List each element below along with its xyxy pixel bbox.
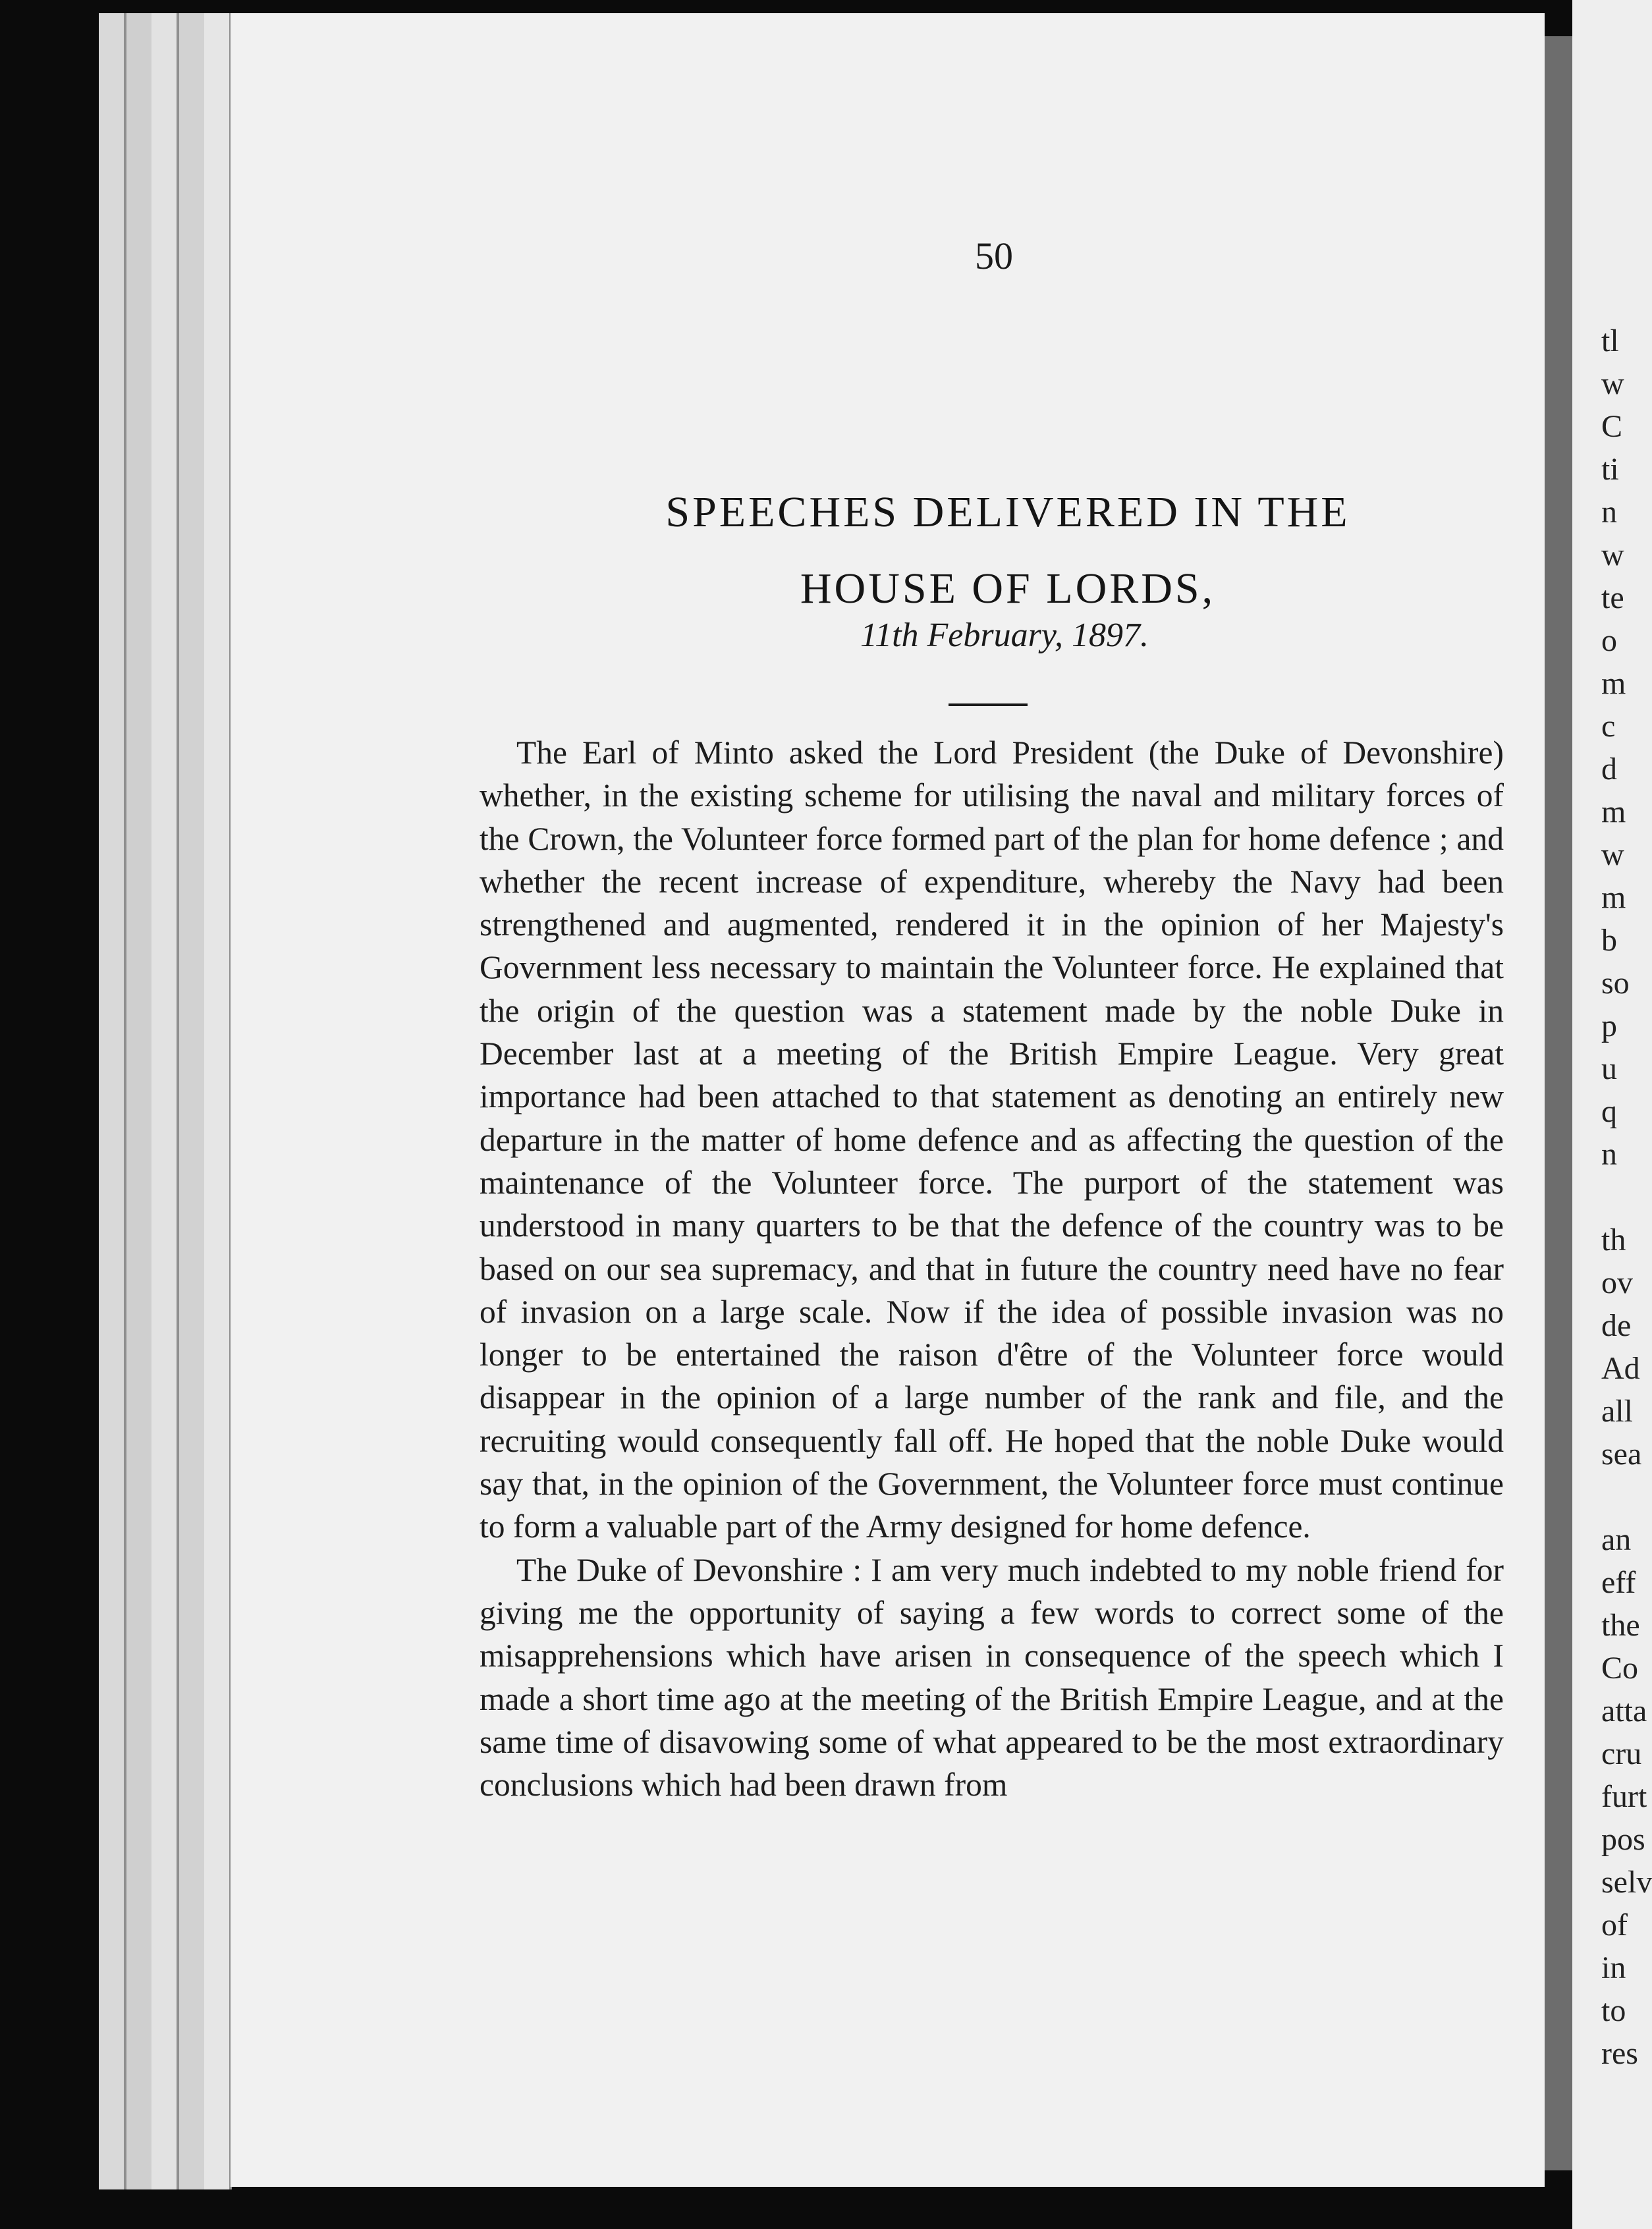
next-page-fragment	[1572, 0, 1652, 2229]
next-page-text: atta	[1601, 1693, 1647, 1728]
next-page-text: Ad	[1601, 1351, 1640, 1386]
next-page-text: te	[1601, 580, 1624, 615]
next-page-text: ov	[1601, 1265, 1633, 1300]
next-page-text: so	[1601, 966, 1630, 1001]
page-gutter-shadow	[1545, 36, 1572, 2170]
next-page-text: d	[1601, 752, 1617, 786]
page-title	[520, 474, 1495, 627]
next-page-text: all	[1601, 1394, 1633, 1429]
page-edge-line	[177, 13, 179, 2189]
next-page-text: w	[1601, 537, 1624, 572]
body-text	[480, 731, 1504, 1806]
next-page-text: q	[1601, 1094, 1617, 1129]
next-page-text: n	[1601, 495, 1617, 530]
page-edge	[125, 13, 151, 2189]
next-page-text: p	[1601, 1008, 1617, 1043]
next-page-text: pos	[1601, 1822, 1645, 1857]
next-page-text: cru	[1601, 1736, 1642, 1771]
next-page-text: w	[1601, 366, 1624, 401]
next-page-text: tl	[1601, 323, 1619, 358]
next-page-text: res	[1601, 2036, 1638, 2071]
page-edge	[151, 13, 178, 2189]
next-page-text: the	[1601, 1608, 1640, 1643]
next-page-text: ti	[1601, 452, 1619, 487]
next-page-text: m	[1601, 794, 1626, 829]
next-page-text: of	[1601, 1908, 1628, 1942]
next-page-text: sea	[1601, 1437, 1642, 1472]
page-number: 50	[975, 234, 1013, 277]
next-page-text: selv	[1601, 1865, 1652, 1900]
page-edge	[99, 13, 125, 2189]
next-page-text: C	[1601, 409, 1623, 444]
next-page-text: de	[1601, 1308, 1632, 1343]
next-page-text: in	[1601, 1950, 1626, 1985]
page-edge	[204, 13, 231, 2189]
page-edge	[178, 13, 204, 2189]
next-page-text: to	[1601, 1993, 1626, 2028]
next-page-text: u	[1601, 1051, 1617, 1086]
next-page-text: b	[1601, 923, 1617, 958]
paragraph: The Duke of Devonshire : I am very much indebted to my noble friend for giving me the opportunity of saying a few words to correct some of the misapprehensions which have arisen in consequence of the speech which I made a short time ago at the meeting of the British Empire League, and at the same time of disavowing some of what appeared to be the most extraordinary conclusions which had been drawn from	[480, 1551, 1504, 1803]
divider-rule	[949, 703, 1028, 706]
next-page-text: an	[1601, 1522, 1632, 1557]
title-line-2: HOUSE OF LORDS,	[800, 564, 1216, 613]
page-edge-line	[124, 13, 126, 2189]
next-page-text: c	[1601, 709, 1616, 744]
next-page-text: o	[1601, 623, 1617, 658]
next-page-text: m	[1601, 666, 1626, 701]
next-page-text: furt	[1601, 1779, 1647, 1814]
next-page-text: w	[1601, 837, 1624, 872]
next-page-text: eff	[1601, 1565, 1636, 1600]
title-line-1: SPEECHES DELIVERED IN THE	[665, 488, 1350, 536]
next-page-text: Co	[1601, 1651, 1639, 1686]
next-page-text: m	[1601, 880, 1626, 915]
next-page-text: n	[1601, 1137, 1617, 1172]
paragraph: The Earl of Minto asked the Lord President (the Duke of Devonshire) whether, in the existing scheme for utilising the naval and military forces of the Crown, the Volunteer force formed part of the plan for home defence ; and whether the recent increase of expenditure, whereby the Navy had been strengthened and augmented, rendered it in the opinion of her Majesty's Government less necessary to maintain the Volunteer force. He explained that the origin of the question was a statement made by the noble Duke in December last at a meeting of the British Empire League. Very great importance had been attached to that statement as denoting an entirely new departure in the matter of home defence and as affecting the question of the maintenance of the Volunteer force. The purport of the statement was understood in many quarters to be that the defence of the country was to be based on our sea supremacy, and that in future the country need have no fear of invasion on a large scale. Now if the idea of possible invasion was no longer to be entertained the raison d'être of the Volunteer force would disappear in the opinion of a large number of the rank and file, and the recruiting would consequently fall off. He hoped that the noble Duke would say that, in the opinion of the Government, the Volunteer force must continue to form a valuable part of the Army designed for home defence.	[480, 734, 1504, 1545]
speech-date: 11th February, 1897.	[860, 617, 1149, 654]
next-page-text: th	[1601, 1223, 1626, 1257]
